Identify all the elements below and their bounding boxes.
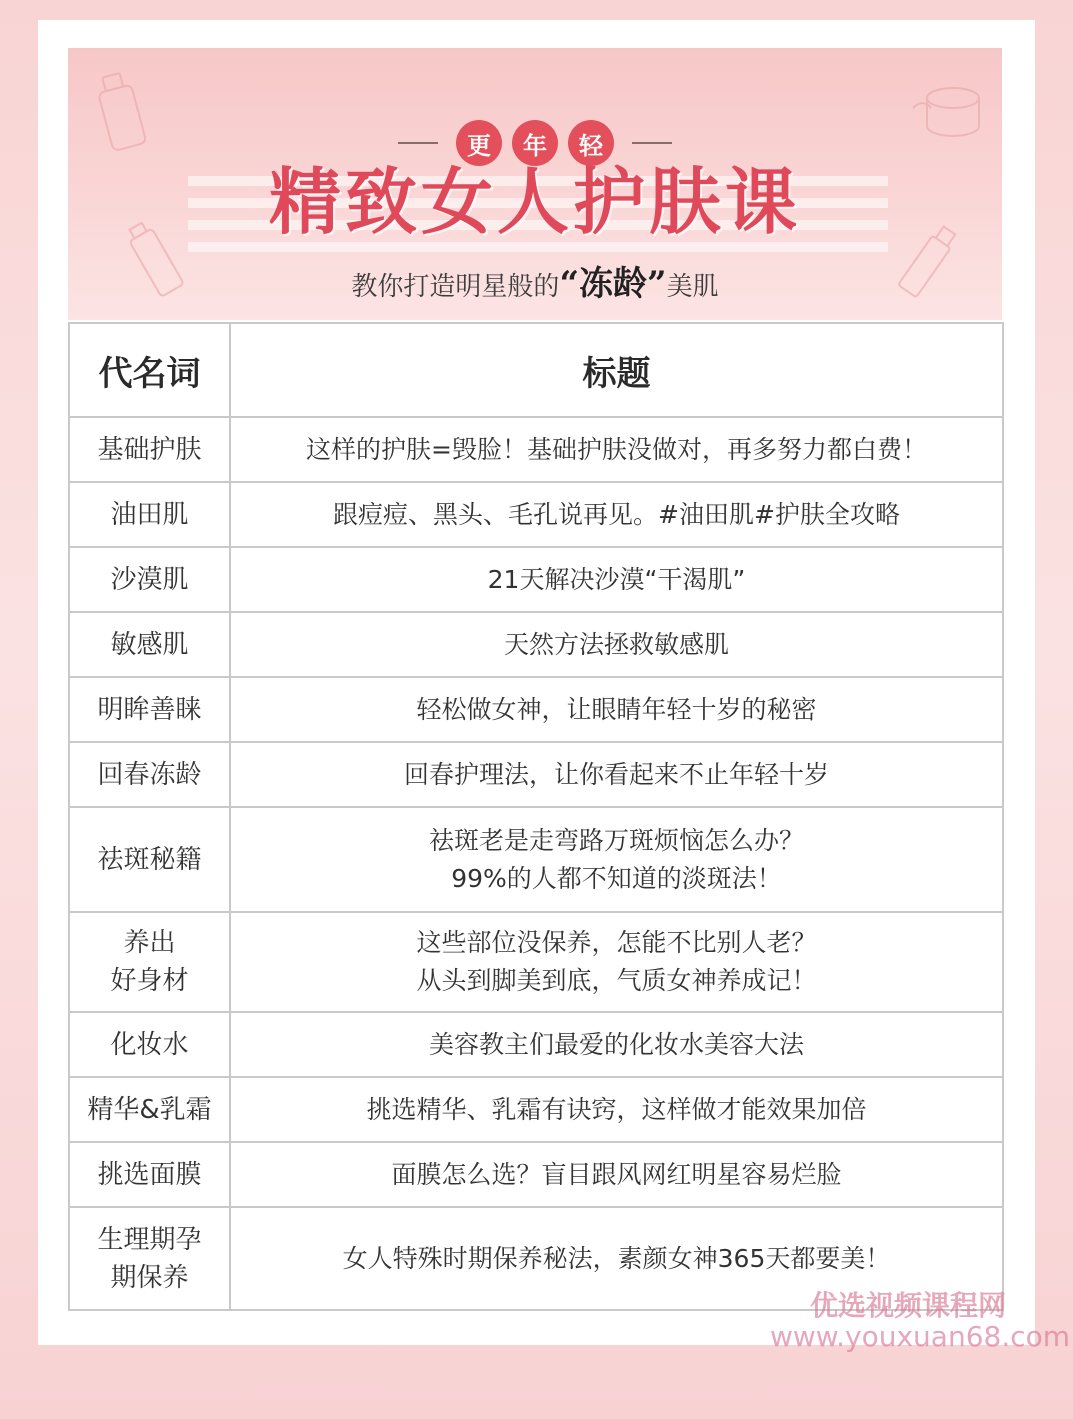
row-title bbox=[230, 807, 1003, 912]
row-name-line: 生理期孕 bbox=[97, 1224, 202, 1255]
row-name: 化妆水 bbox=[69, 1012, 230, 1077]
row-name: 回春冻龄 bbox=[69, 742, 230, 807]
table-row bbox=[69, 482, 1003, 547]
row-title: 回春护理法，让你看起来不止年轻十岁 bbox=[230, 742, 1003, 807]
subtitle-after: 美肌 bbox=[666, 272, 719, 302]
table-row bbox=[69, 807, 1003, 912]
subtitle-emphasis: “冻龄” bbox=[559, 264, 667, 304]
table-row bbox=[69, 912, 1003, 1012]
row-title-line: 这些部位没保养，怎能不比别人老？ bbox=[416, 928, 817, 957]
row-title: 21天解决沙漠“干渴肌” bbox=[230, 547, 1003, 612]
table-header-row bbox=[69, 323, 1003, 417]
table-row bbox=[69, 1012, 1003, 1077]
row-name bbox=[69, 912, 230, 1012]
row-title: 面膜怎么选？盲目跟风网红明星容易烂脸 bbox=[230, 1142, 1003, 1207]
row-title: 天然方法拯救敏感肌 bbox=[230, 612, 1003, 677]
table-row bbox=[69, 1077, 1003, 1142]
course-table bbox=[68, 322, 1004, 1311]
watermark-url: www.youxuan68.com bbox=[770, 1320, 1071, 1353]
row-title-line: 从头到脚美到底，气质女神养成记！ bbox=[416, 966, 817, 995]
row-title: 跟痘痘、黑头、毛孔说再见。#油田肌#护肤全攻略 bbox=[230, 482, 1003, 547]
tag-char: 更 bbox=[456, 120, 502, 166]
tag-char: 轻 bbox=[568, 120, 614, 166]
subtitle-before: 教你打造明星般的 bbox=[351, 272, 560, 302]
row-name: 敏感肌 bbox=[69, 612, 230, 677]
row-name-line: 养出 bbox=[123, 928, 176, 958]
row-title: 美容教主们最爱的化妆水美容大法 bbox=[230, 1012, 1003, 1077]
table-row bbox=[69, 547, 1003, 612]
tag-char: 年 bbox=[512, 120, 558, 166]
col-header-title: 标题 bbox=[230, 323, 1003, 417]
row-name: 挑选面膜 bbox=[69, 1142, 230, 1207]
row-name: 沙漠肌 bbox=[69, 547, 230, 612]
row-name: 基础护肤 bbox=[69, 417, 230, 482]
watermark-site-name: 优选视频课程网 bbox=[810, 1289, 1007, 1322]
col-header-name: 代名词 bbox=[69, 323, 230, 417]
row-name: 油田肌 bbox=[69, 482, 230, 547]
row-name bbox=[69, 1207, 230, 1310]
table-row bbox=[69, 677, 1003, 742]
row-name: 祛斑秘籍 bbox=[69, 807, 230, 912]
row-name-line: 好身材 bbox=[110, 966, 189, 996]
row-name-line: 期保养 bbox=[110, 1262, 189, 1293]
row-title: 挑选精华、乳霜有诀窍，这样做才能效果加倍 bbox=[230, 1077, 1003, 1142]
row-title-line: 祛斑老是走弯路万斑烦恼怎么办？ bbox=[428, 825, 804, 855]
table-row bbox=[69, 1142, 1003, 1207]
table-row bbox=[69, 417, 1003, 482]
row-title: 女人特殊时期保养秘法，素颜女神365天都要美！ bbox=[230, 1207, 1003, 1310]
page-title: 精致女人护肤课 bbox=[268, 159, 801, 244]
row-title-line: 99%的人都不知道的淡斑法！ bbox=[451, 863, 782, 893]
row-title bbox=[230, 912, 1003, 1012]
row-name: 明眸善睐 bbox=[69, 677, 230, 742]
row-name: 精华&乳霜 bbox=[69, 1077, 230, 1142]
header-banner bbox=[68, 48, 1002, 320]
row-title: 这样的护肤=毁脸！基础护肤没做对，再多努力都白费！ bbox=[230, 417, 1003, 482]
row-title: 轻松做女神，让眼睛年轻十岁的秘密 bbox=[230, 677, 1003, 742]
page-subtitle bbox=[68, 256, 1002, 305]
table-row bbox=[69, 612, 1003, 677]
table-row bbox=[69, 742, 1003, 807]
